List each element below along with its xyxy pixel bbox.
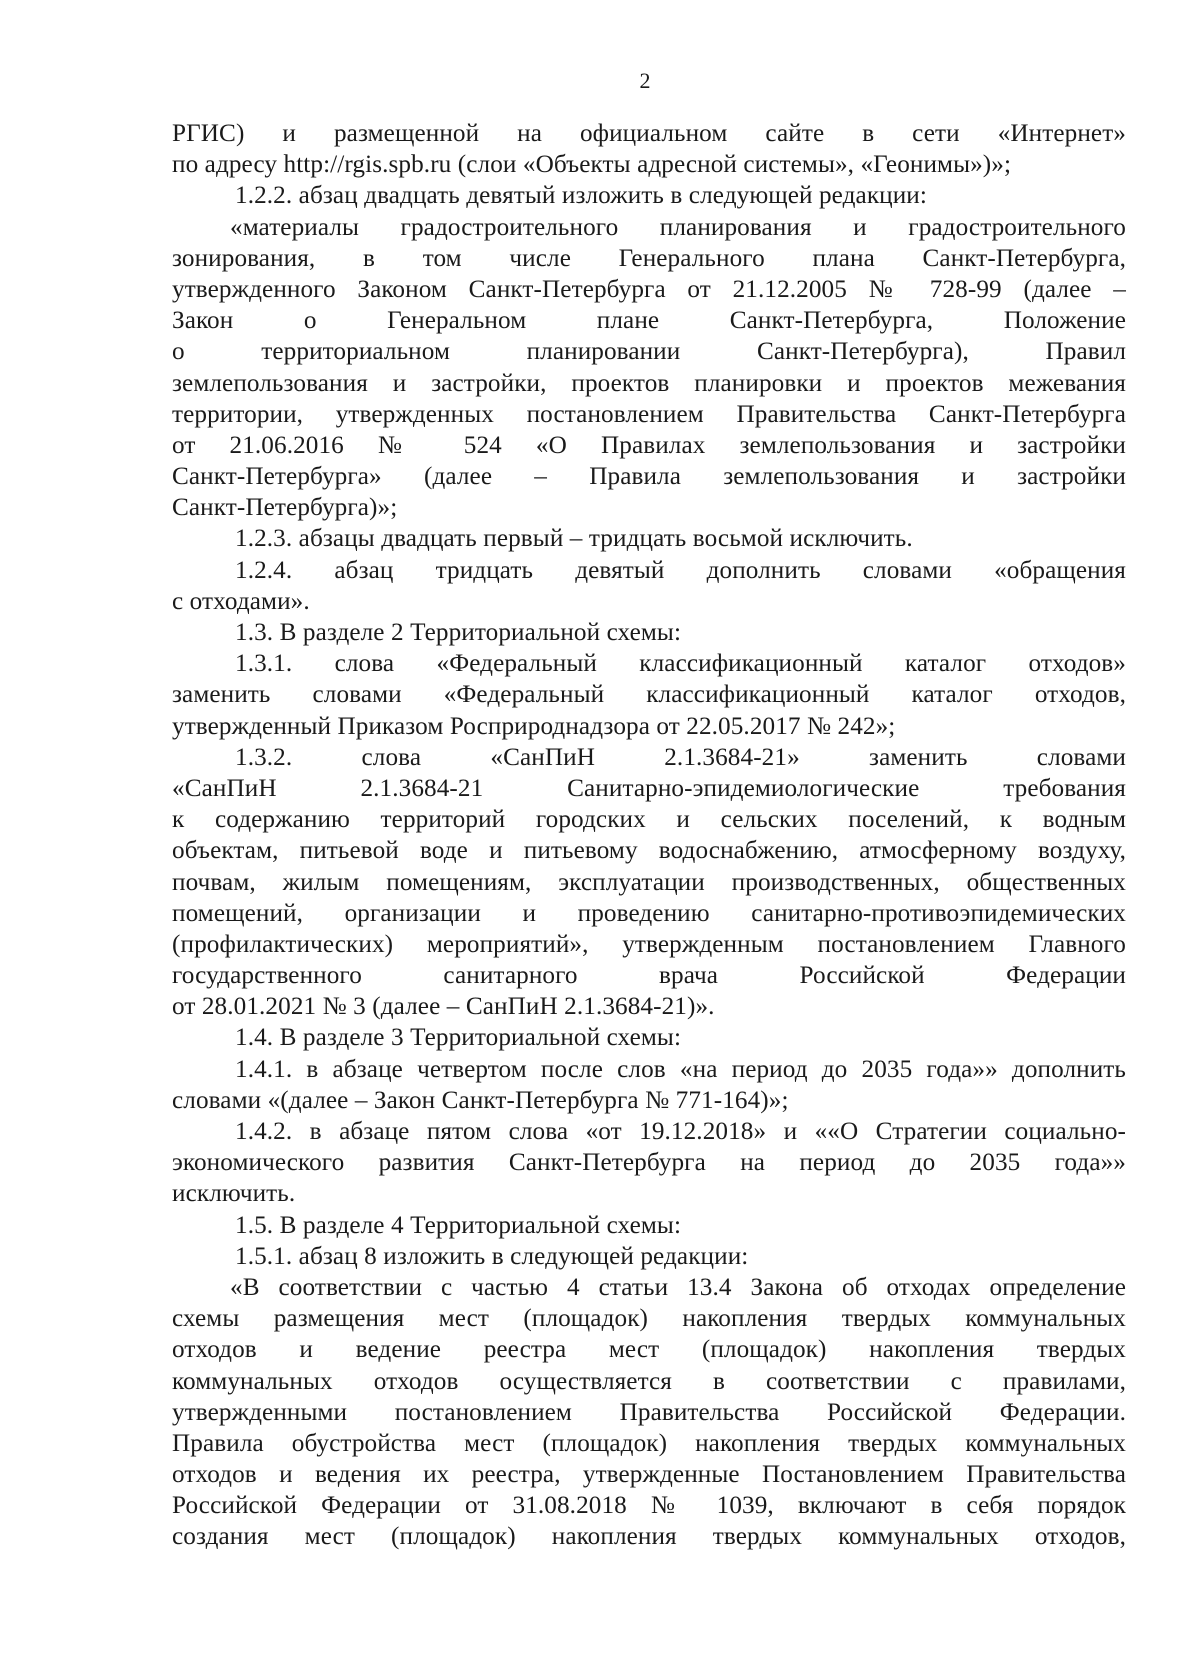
text-line: Санкт-Петербурга)»; [172,494,398,522]
text-line: территории, утвержденных постановлением Правительства Санкт-Петербурга [172,400,1126,428]
text-line: утвержденного Законом Санкт-Петербурга от 21.12.2005 № 728-99 (далее – [172,275,1126,303]
text-line: «В соответствии с частью 4 статьи 13.4 Закона об отходах определение [230,1273,1126,1301]
text-line: 1.2.4. абзац тридцать девятый дополнить словами «обращения [235,556,1126,584]
text-line: помещений, организации и проведению санитарно-противоэпидемических [172,899,1126,927]
text-line: зонирования, в том числе Генерального плана Санкт-Петербурга, [172,244,1126,272]
text-line: 1.3.2. слова «СанПиН 2.1.3684-21» заменить словами [235,743,1126,771]
text-line: утвержденный Приказом Росприроднадзора от 22.05.2017 № 242»; [172,712,896,740]
text-line: «материалы градостроительного планирования и градостроительного [230,213,1126,241]
text-line: 1.5.1. абзац 8 изложить в следующей редакции: [235,1242,749,1270]
text-line: экономического развития Санкт-Петербурга на период до 2035 года»» [172,1149,1126,1177]
text-line: к содержанию территорий городских и сельских поселений, к водным [172,806,1126,834]
text-line: 1.3. В разделе 2 Территориальной схемы: [235,619,682,646]
document-body [172,118,1126,1553]
text-line: отходов и ведение реестра мест (площадок) накопления твердых [172,1336,1126,1364]
text-line: землепользования и застройки, проектов планировки и проектов межевания [172,369,1126,397]
text-line: (профилактических) мероприятий», утвержденным постановлением Главного [172,930,1126,958]
text-line: отходов и ведения их реестра, утвержденные Постановлением Правительства [172,1461,1126,1489]
page-number: 2 [639,68,651,93]
text-line: 1.3.1. слова «Федеральный классификационный каталог отходов» [235,650,1126,678]
text-line: о территориальном планировании Санкт-Петербурга), Правил [172,338,1126,366]
text-line: исключить. [172,1180,296,1208]
text-line: 1.5. В разделе 4 Территориальной схемы: [235,1211,682,1239]
text-line: утвержденными постановлением Правительства Российской Федерации. [172,1398,1126,1426]
text-line: объектам, питьевой воде и питьевому водоснабжению, атмосферному воздуху, [172,837,1126,865]
text-line: создания мест (площадок) накопления твердых коммунальных отходов, [172,1523,1126,1551]
text-line: РГИС) и размещенной на официальном сайте в сети «Интернет» [172,120,1126,147]
text-line: схемы размещения мест (площадок) накопления твердых коммунальных [172,1305,1126,1333]
text-line: почвам, жилым помещениям, эксплуатации производственных, общественных [172,868,1126,896]
text-line: государственного санитарного врача Российской Федерации [172,962,1126,990]
text-line: 1.4. В разделе 3 Территориальной схемы: [235,1024,682,1052]
text-line: по адресу http://rgis.spb.ru (слои «Объекты адресной системы», «Геонимы»)»; [172,151,1012,179]
text-line: с отходами». [172,587,310,615]
text-line: 1.4.1. в абзаце четвертом после слов «на период до 2035 года»» дополнить [235,1055,1126,1083]
text-line: заменить словами «Федеральный классификационный каталог отходов, [172,681,1126,709]
text-line: Санкт-Петербурга» (далее – Правила землепользования и застройки [172,463,1126,491]
text-line: коммунальных отходов осуществляется в соответствии с правилами, [172,1367,1126,1395]
text-line: 1.2.3. абзацы двадцать первый – тридцать восьмой исключить. [235,525,913,553]
text-line: Российской Федерации от 31.08.2018 № 1039, включают в себя порядок [172,1492,1126,1520]
text-line: 1.4.2. в абзаце пятом слова «от 19.12.2018» и ««О Стратегии социально- [235,1118,1126,1145]
text-line: словами «(далее – Закон Санкт-Петербурга № 771-164)»; [172,1086,789,1114]
text-line: «СанПиН 2.1.3684-21 Санитарно-эпидемиологические требования [172,774,1126,802]
text-line: Правила обустройства мест (площадок) накопления твердых коммунальных [172,1429,1126,1457]
text-line: Закон о Генеральном плане Санкт-Петербурга, Положение [172,307,1126,335]
text-line: от 21.06.2016 № 524 «О Правилах землепользования и застройки [172,431,1126,459]
text-line: от 28.01.2021 № 3 (далее – СанПиН 2.1.3684-21)». [172,993,715,1021]
text-line: 1.2.2. абзац двадцать девятый изложить в следующей редакции: [235,182,927,210]
